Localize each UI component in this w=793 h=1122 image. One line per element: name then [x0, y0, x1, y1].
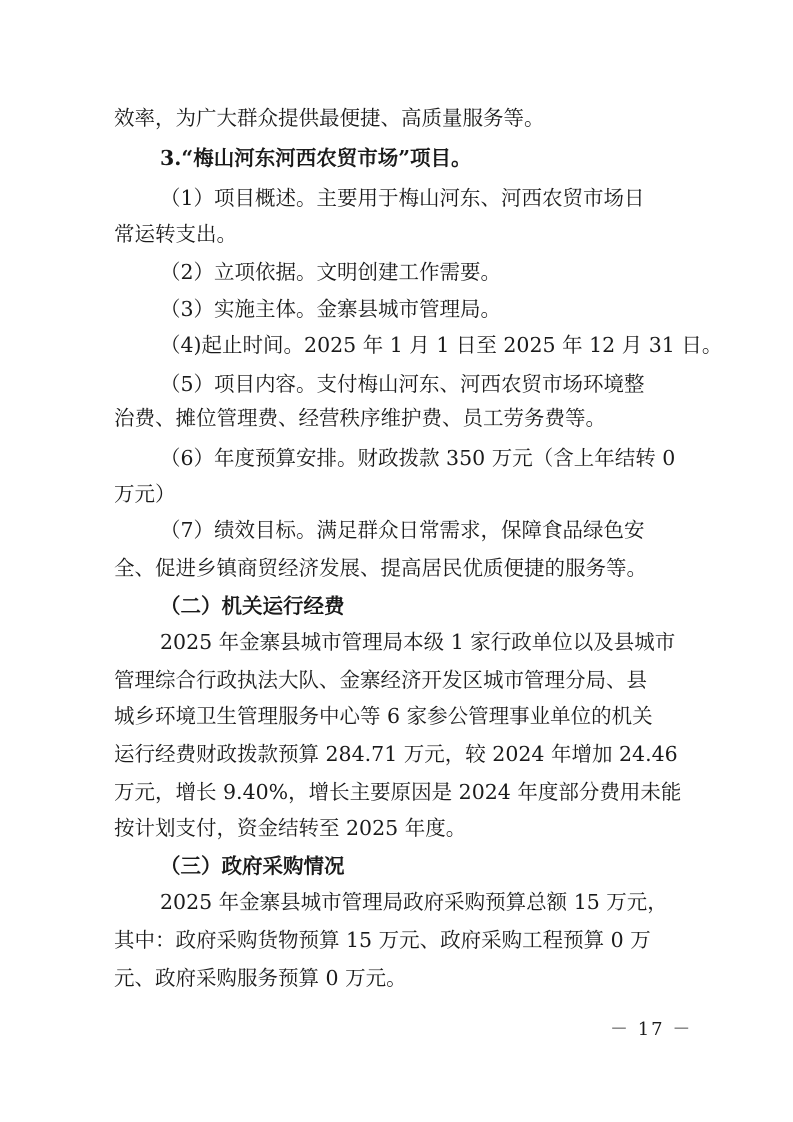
paragraph-line: 常运转支出。 [114, 222, 237, 246]
paragraph-line: 2025 年金寨县城市管理局本级 1 家行政单位以及县城市 [160, 630, 676, 654]
paragraph-line: （2）立项依据。文明创建工作需要。 [160, 260, 502, 284]
paragraph-line: 万元） [114, 482, 176, 506]
paragraph-line: 按计划支付，资金结转至 2025 年度。 [114, 816, 467, 840]
paragraph-line: 运行经费财政拨款预算 284.71 万元，较 2024 年增加 24.46 [114, 742, 678, 766]
paragraph-line: （4)起止时间。2025 年 1 月 1 日至 2025 年 12 月 31 日。 [160, 333, 723, 357]
paragraph-line: 管理综合行政执法大队、金寨经济开发区城市管理分局、县 [114, 668, 647, 692]
paragraph-line: （7）绩效目标。满足群众日常需求，保障食品绿色安 [160, 518, 645, 542]
paragraph-line: 效率，为广大群众提供最便捷、高质量服务等。 [114, 106, 545, 130]
section-heading: （三）政府采购情况 [160, 854, 345, 878]
paragraph-line: （5）项目内容。支付梅山河东、河西农贸市场环境整 [160, 372, 645, 396]
paragraph-line: （3）实施主体。金寨县城市管理局。 [160, 297, 502, 321]
section-heading: 3.“梅山河东河西农贸市场”项目。 [160, 146, 472, 170]
paragraph-line: 元、政府采购服务预算 0 万元。 [114, 966, 407, 990]
paragraph-line: 全、促进乡镇商贸经济发展、提高居民优质便捷的服务等。 [114, 556, 647, 580]
paragraph-line: （6）年度预算安排。财政拨款 350 万元（含上年结转 0 [160, 446, 676, 470]
paragraph-line: 其中：政府采购货物预算 15 万元、政府采购工程预算 0 万 [114, 928, 651, 952]
paragraph-line: 治费、摊位管理费、经营秩序维护费、员工劳务费等。 [114, 406, 606, 430]
section-heading: （二）机关运行经费 [160, 594, 345, 618]
paragraph-line: 万元，增长 9.40%，增长主要原因是 2024 年度部分费用未能 [114, 780, 682, 804]
paragraph-line: （1）项目概述。主要用于梅山河东、河西农贸市场日 [160, 186, 645, 210]
paragraph-line: 2025 年金寨县城市管理局政府采购预算总额 15 万元， [160, 890, 668, 914]
page-number: － 17 － [610, 1019, 693, 1040]
paragraph-line: 城乡环境卫生管理服务中心等 6 家参公管理事业单位的机关 [114, 704, 653, 728]
